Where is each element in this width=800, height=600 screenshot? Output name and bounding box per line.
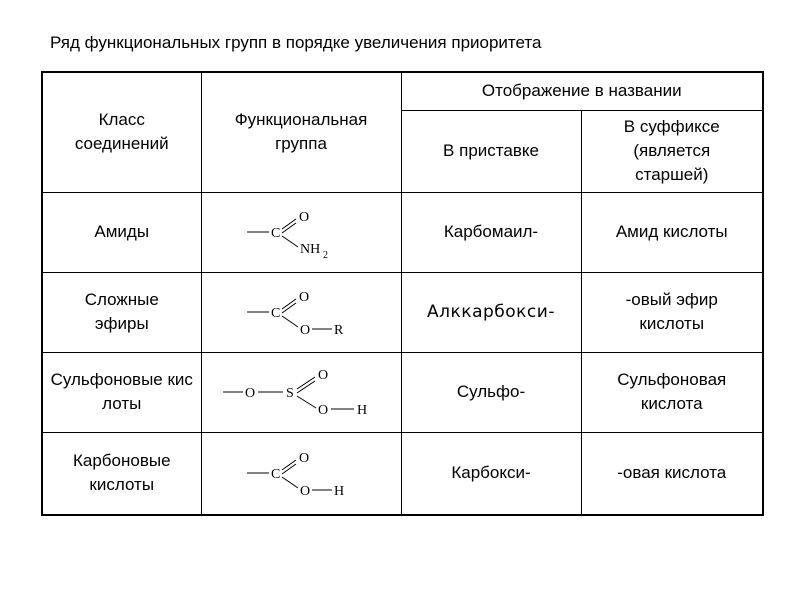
carbon-atom: C xyxy=(271,226,281,241)
header-class: Класс соединений xyxy=(42,72,201,192)
header-suffix: В суффиксе (является старшей) xyxy=(581,110,763,192)
sulfonic-acid-formula xyxy=(221,362,381,422)
radical-r: R xyxy=(334,323,344,338)
amine-subscript: 2 xyxy=(323,250,328,261)
prefix-text: Алккарбокси- xyxy=(427,302,555,322)
oxygen-atom: O xyxy=(318,368,329,383)
oxygen-atom: O xyxy=(299,210,310,225)
header-functional-group: Функциональная группа xyxy=(201,72,401,192)
suffix-cell: Сульфоновая кислота xyxy=(581,352,763,432)
class-cell: Амиды xyxy=(42,192,201,272)
page-title: Ряд функциональных групп в порядке увеличения приоритета xyxy=(50,33,542,52)
formula-cell xyxy=(201,352,401,432)
oxygen-atom: O xyxy=(299,451,310,467)
header-row xyxy=(42,72,763,110)
suffix-cell: -овый эфир кислоты xyxy=(581,272,763,352)
table-row xyxy=(42,352,763,432)
formula-cell xyxy=(201,432,401,515)
prefix-cell xyxy=(401,272,581,352)
prefix-cell: Карбокси- xyxy=(401,432,581,515)
prefix-cell: Карбомаил- xyxy=(401,192,581,272)
sulfur-atom: S xyxy=(286,386,294,401)
header-prefix: В приставке xyxy=(401,110,581,192)
table-row xyxy=(42,432,763,515)
class-cell: Сульфоновые кислоты xyxy=(42,352,201,432)
ester-formula xyxy=(241,282,361,342)
prefix-cell: Сульфо- xyxy=(401,352,581,432)
hydroxyl-oxygen-atom: O xyxy=(300,484,311,500)
hydroxyl-oxygen-atom: O xyxy=(318,403,329,418)
formula-cell xyxy=(201,272,401,352)
carboxylic-acid-formula xyxy=(241,443,361,503)
oxygen-atom: O xyxy=(299,290,310,305)
suffix-cell: -овая кислота xyxy=(581,432,763,515)
carbon-atom: C xyxy=(271,306,281,321)
ester-oxygen-atom: O xyxy=(300,323,311,338)
table-row xyxy=(42,272,763,352)
hydrogen-atom: H xyxy=(357,403,368,418)
suffix-cell: Амид кислоты xyxy=(581,192,763,272)
class-cell: Карбоновые кислоты xyxy=(42,432,201,515)
functional-groups-table xyxy=(41,71,764,516)
hydrogen-atom: H xyxy=(334,484,345,500)
header-name-display: Отображение в названии xyxy=(401,72,763,110)
carbon-atom: C xyxy=(271,467,281,483)
table-row xyxy=(42,192,763,272)
oxygen-atom: O xyxy=(245,386,256,401)
amine-group: NH xyxy=(300,242,321,257)
formula-cell xyxy=(201,192,401,272)
amide-formula xyxy=(241,202,361,262)
class-cell: Сложные эфиры xyxy=(42,272,201,352)
